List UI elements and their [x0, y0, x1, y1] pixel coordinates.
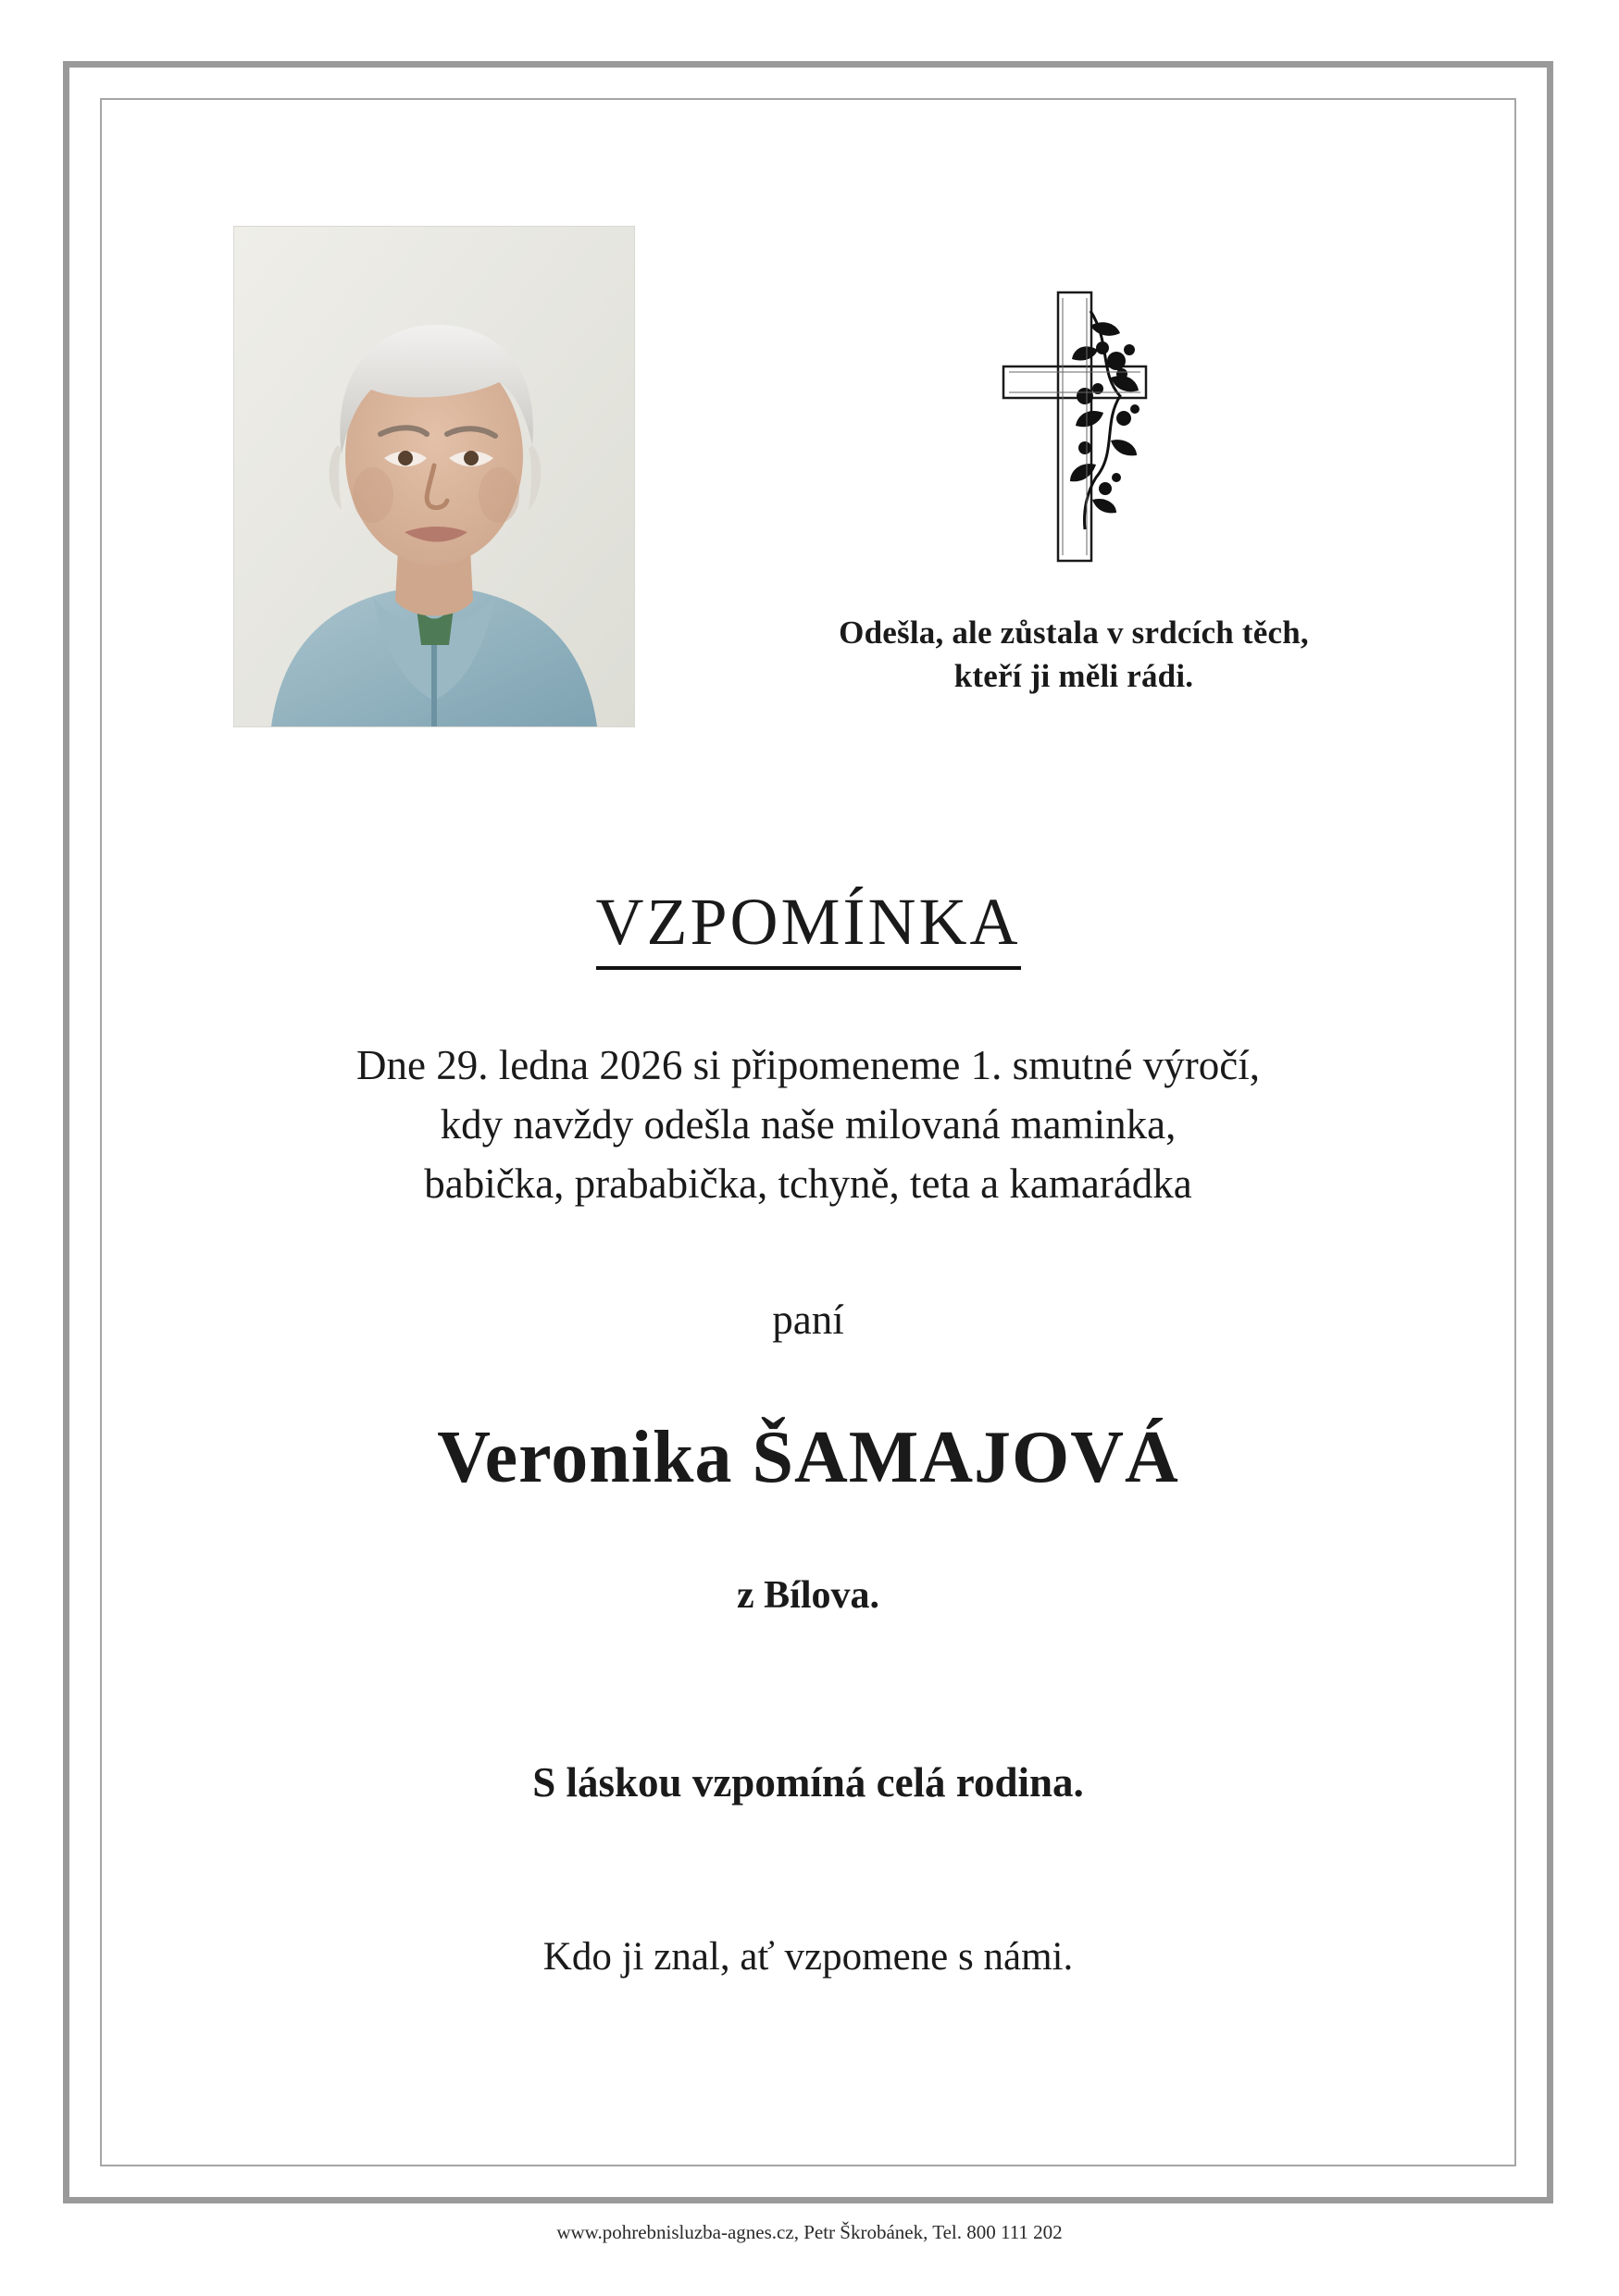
deceased-name: Veronika ŠAMAJOVÁ [437, 1417, 1179, 1498]
portrait-photo [234, 227, 634, 726]
footer-credit: www.pohrebnisluzba-agnes.cz, Petr Škrobánek, Tel. 800 111 202 [556, 2221, 1063, 2243]
intro-paragraph [100, 1036, 1516, 1214]
family-line: S láskou vzpomíná celá rodina. [532, 1759, 1084, 1806]
motto-line-2: kteří ji měli rádi. [953, 658, 1194, 695]
page-title-text: VZPOMÍNKA [596, 884, 1021, 970]
motto-line-1: Odešla, ale zůstala v srdcích těch, [839, 614, 1309, 651]
salutation: paní [772, 1297, 844, 1343]
intro-line-3: babička, prababička, tchyně, teta a kamarádka [424, 1160, 1192, 1207]
closing-line: Kdo ji znal, ať vzpomene s námi. [542, 1935, 1074, 1979]
portrait-photo-image [234, 227, 634, 726]
page-title [100, 884, 1516, 970]
motto-text [685, 611, 1463, 699]
cross-with-flowers-icon [981, 278, 1176, 574]
intro-line-2: kdy navždy odešla naše milovaná maminka, [440, 1100, 1177, 1148]
origin-place: z Bílova. [737, 1574, 879, 1617]
intro-line-1: Dne 29. ledna 2026 si připomeneme 1. smutné výročí, [355, 1042, 1261, 1088]
